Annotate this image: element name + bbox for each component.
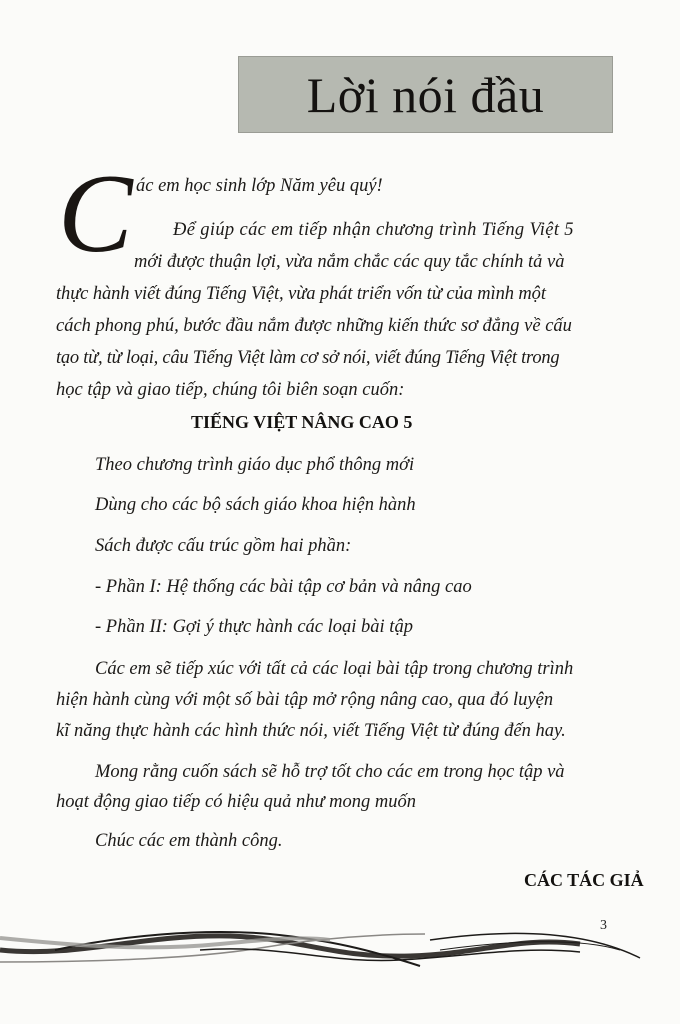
detail-line-3: Sách được cấu trúc gồm hai phần: (95, 536, 352, 556)
intro-line-2: mới được thuận lợi, vừa nắm chắc các quy tắc chính tả và (134, 252, 565, 272)
book-title: TIẾNG VIỆT NÂNG CAO 5 (191, 412, 413, 432)
para2-line-1: Các em sẽ tiếp xúc với tất cả các loại bài tập trong chương trình (95, 659, 574, 679)
decorative-swirl-icon (0, 930, 680, 990)
detail-line-1: Theo chương trình giáo dục phổ thông mới (95, 455, 415, 475)
closing-line: Chúc các em thành công. (95, 831, 283, 851)
para3-line-1: Mong rằng cuốn sách sẽ hỗ trợ tốt cho các em trong học tập và (95, 762, 565, 782)
dropcap-letter: C (58, 152, 133, 276)
page-title: Lời nói đầu (306, 66, 545, 123)
part-1-line: - Phần I: Hệ thống các bài tập cơ bản và nâng cao (95, 577, 472, 597)
greeting-line: ác em học sinh lớp Năm yêu quý! (136, 176, 383, 196)
intro-line-6: học tập và giao tiếp, chúng tôi biên soạn cuốn: (56, 380, 405, 400)
intro-line-5: tạo từ, từ loại, câu Tiếng Việt làm cơ sở nói, viết đúng Tiếng Việt trong (56, 348, 560, 368)
intro-line-3: thực hành viết đúng Tiếng Việt, vừa phát triển vốn từ của mình một (56, 284, 546, 304)
title-banner (238, 56, 613, 133)
para2-line-2: hiện hành cùng với một số bài tập mở rộng nâng cao, qua đó luyện (56, 690, 554, 710)
intro-line-1: Để giúp các em tiếp nhận chương trình Tiếng Việt 5 (173, 220, 574, 240)
page-number: 3 (600, 918, 607, 933)
para2-line-3: kĩ năng thực hành các hình thức nói, viết Tiếng Việt từ đúng đến hay. (56, 721, 566, 741)
intro-line-4: cách phong phú, bước đầu nắm được những kiến thức sơ đẳng về cấu (56, 316, 572, 336)
signature: CÁC TÁC GIẢ (524, 870, 644, 890)
para3-line-2: hoạt động giao tiếp có hiệu quả như mong muốn (56, 792, 417, 812)
detail-line-2: Dùng cho các bộ sách giáo khoa hiện hành (95, 495, 416, 515)
part-2-line: - Phần II: Gợi ý thực hành các loại bài tập (95, 617, 413, 637)
